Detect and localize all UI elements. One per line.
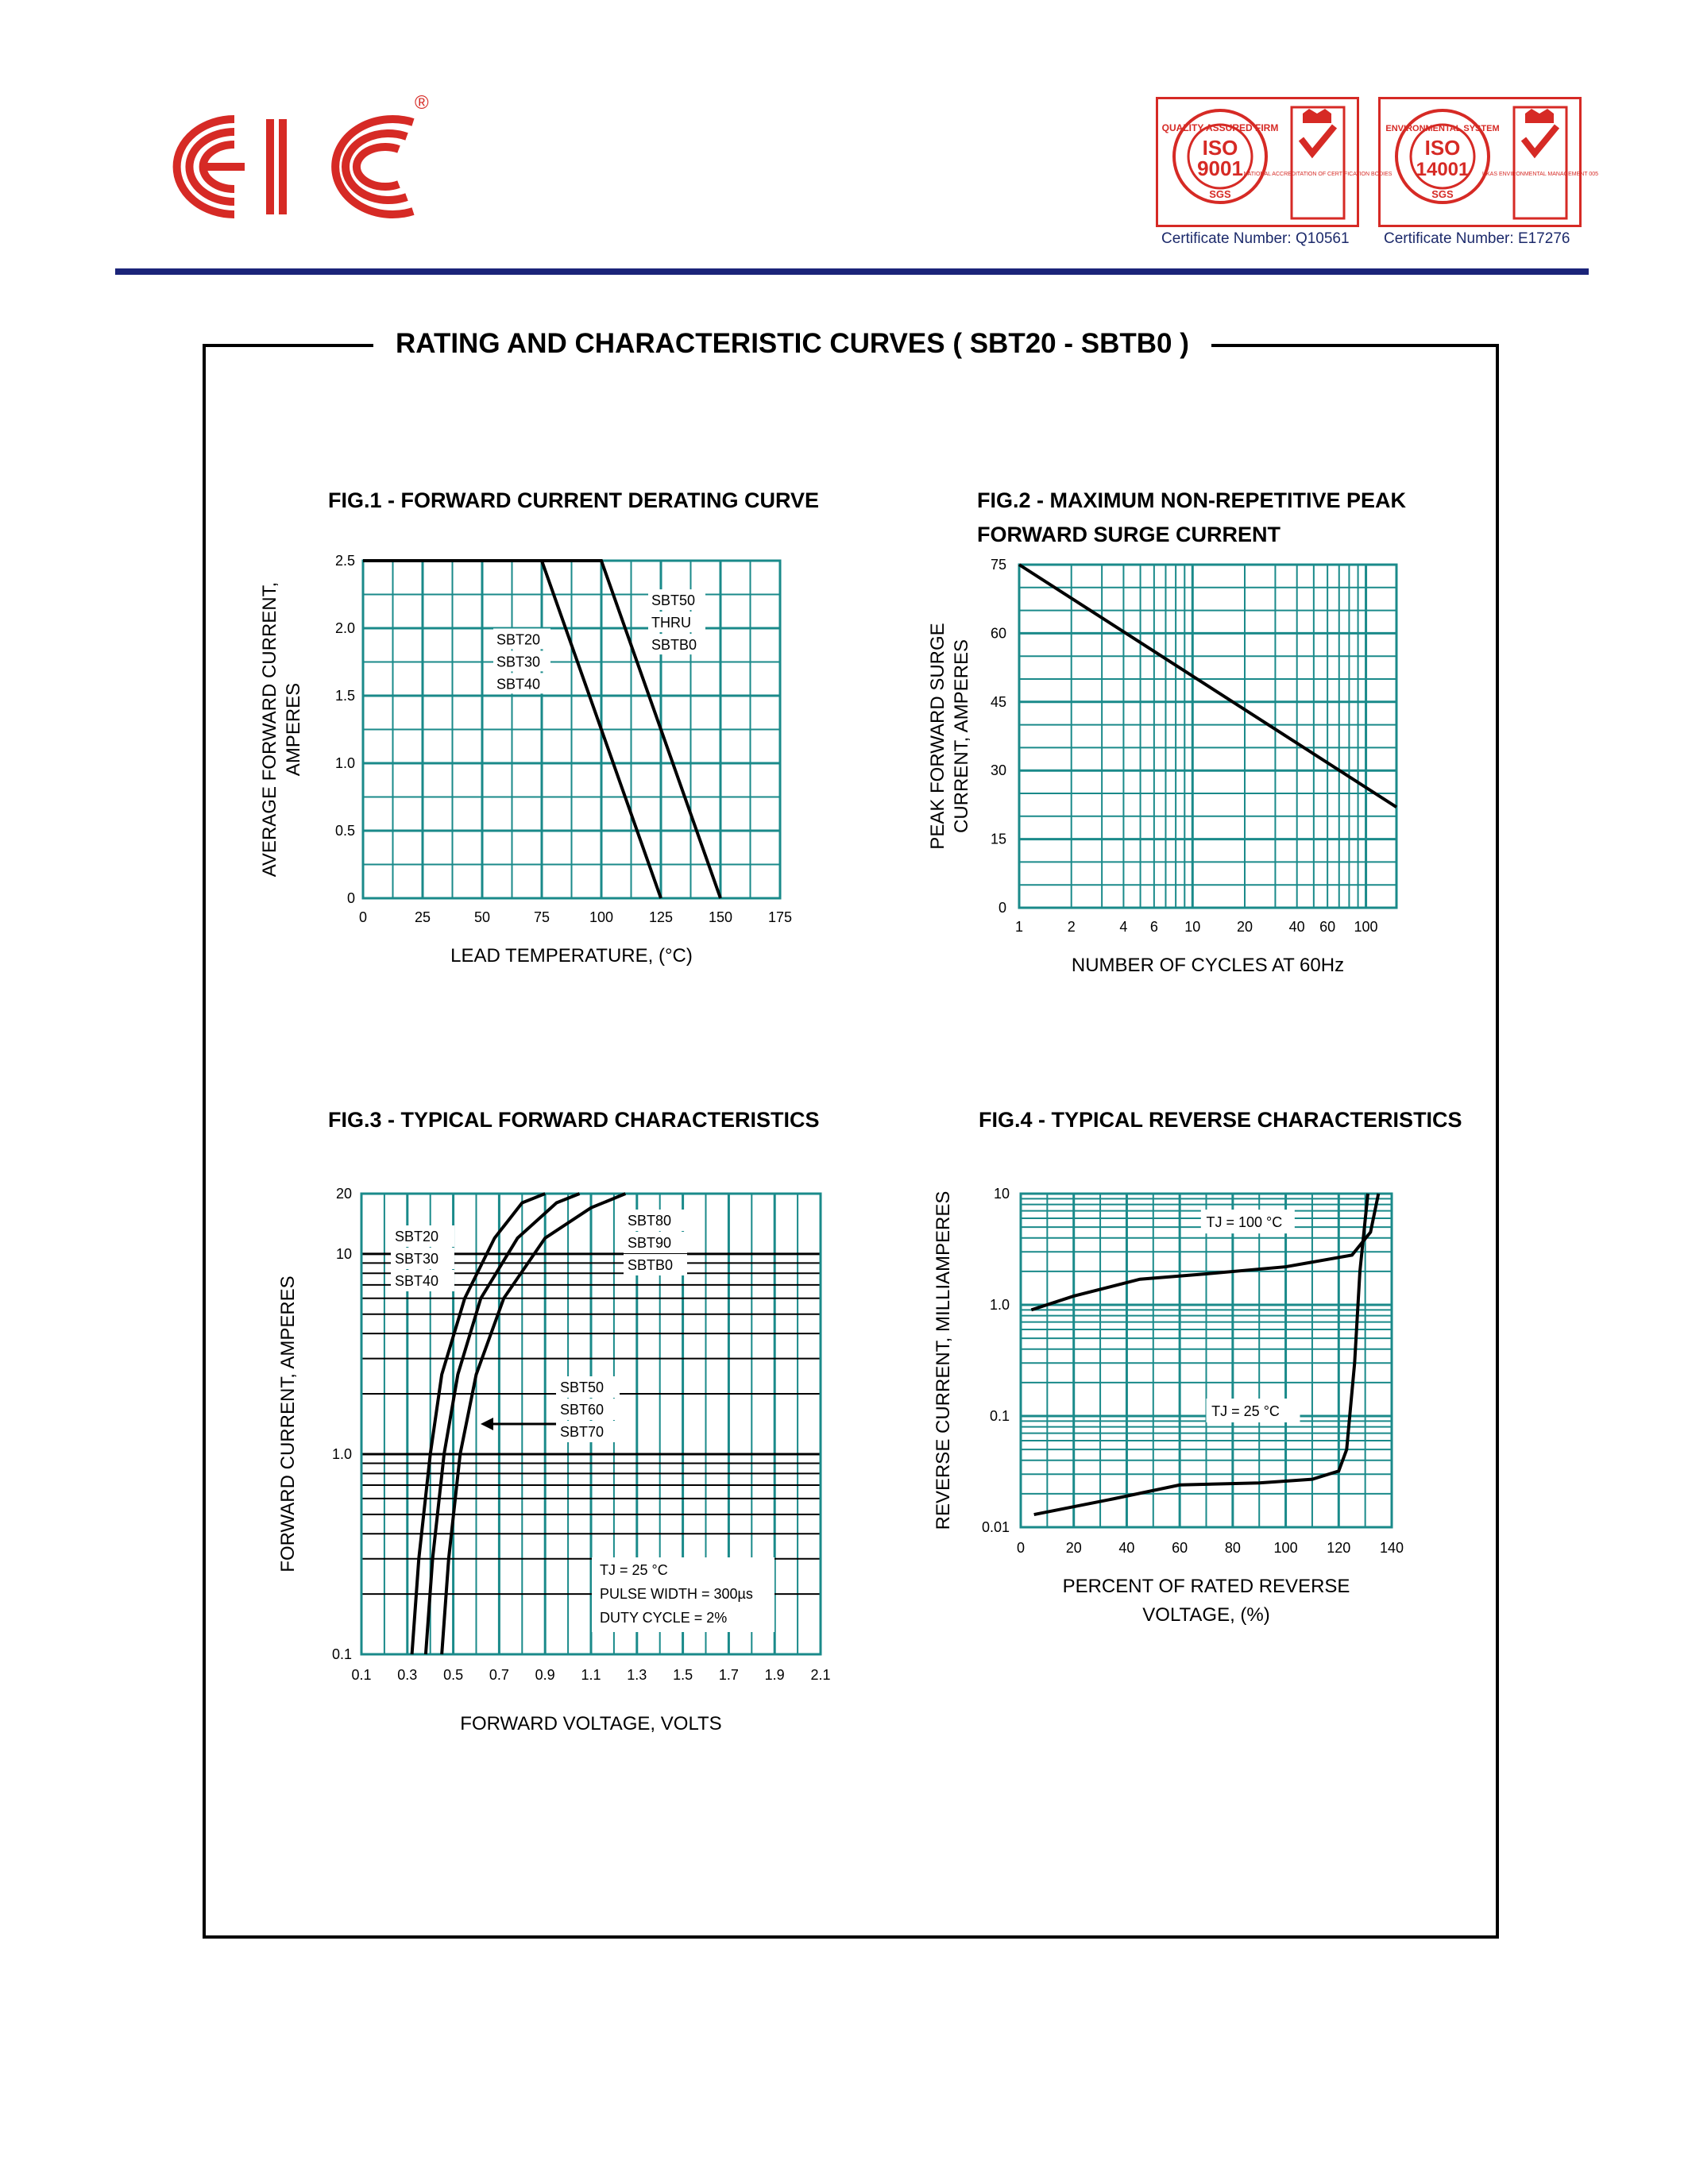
y-tick-label: 0: [998, 900, 1006, 916]
x-axis-label: LEAD TEMPERATURE, (°C): [450, 945, 693, 967]
y-tick-label: 15: [990, 831, 1006, 847]
cert2-ring-text: ENVIRONMENTAL SYSTEM: [1385, 124, 1500, 133]
cert1-agency: SGS: [1209, 188, 1231, 200]
x-tick-label: 100: [1273, 1540, 1298, 1556]
series-label: SBT20: [395, 1229, 439, 1244]
x-tick-label: 0.7: [489, 1667, 509, 1683]
fig1-title: FIG.1 - FORWARD CURRENT DERATING CURVE: [328, 488, 820, 512]
y-tick-label: 45: [990, 693, 1006, 710]
y-tick-label: 2.0: [334, 620, 355, 636]
cert2-caption: Certificate Number: E17276: [1384, 230, 1570, 247]
cert2-standard: ISO: [1424, 136, 1461, 160]
fig1-chart: [238, 540, 826, 985]
series-label: SBT90: [628, 1235, 672, 1251]
x-tick-label: 20: [1065, 1540, 1082, 1556]
y-tick-label: 0.01: [981, 1519, 1010, 1535]
cert1-accreditation: NATIONAL ACCREDITATION OF CERTIFICATION BODIES: [1243, 172, 1393, 177]
fig2-title-line1: FIG.2 - MAXIMUM NON-REPETITIVE PEAK: [977, 488, 1407, 512]
fig4-title: FIG.4 - TYPICAL REVERSE CHARACTERISTICS: [979, 1108, 1462, 1132]
x-axis-label-line2: VOLTAGE, (%): [1142, 1604, 1270, 1626]
x-tick-label: 80: [1224, 1540, 1241, 1556]
fig4-chart: [906, 1144, 1493, 1652]
series-label: SBT60: [560, 1402, 605, 1418]
series-label: SBT40: [395, 1273, 439, 1289]
x-tick-label: 6: [1149, 919, 1158, 935]
x-tick-label: 140: [1379, 1540, 1404, 1556]
x-tick-label: 60: [1319, 919, 1336, 935]
series-label-25c: TJ = 25 °C: [1211, 1403, 1280, 1419]
cert1-standard: ISO: [1202, 136, 1238, 160]
fig2-title-line2: FORWARD SURGE CURRENT: [977, 523, 1281, 546]
cert1-caption: Certificate Number: Q10561: [1161, 230, 1350, 247]
x-tick-label: 2.1: [810, 1667, 831, 1683]
registered-mark: ®: [415, 92, 429, 114]
x-tick-label: 0.1: [351, 1667, 372, 1683]
y-tick-label: 0.5: [334, 823, 355, 839]
x-tick-label: 0.9: [535, 1667, 555, 1683]
series-label: SBT80: [628, 1213, 672, 1229]
y-axis-label-line1: PEAK FORWARD SURGE: [927, 623, 948, 850]
x-tick-label: 0: [1016, 1540, 1026, 1556]
x-tick-label: 125: [648, 909, 674, 925]
header-rule: [115, 268, 1589, 275]
x-tick-label: 175: [767, 909, 793, 925]
y-axis-label: REVERSE CURRENT, MILLIAMPERES: [933, 1190, 954, 1530]
reverse-curve-2: [1034, 1194, 1368, 1515]
x-tick-label: 120: [1327, 1540, 1351, 1556]
x-tick-label: 1.7: [718, 1667, 739, 1683]
y-tick-label: 1.0: [989, 1297, 1010, 1313]
series-label-100c: TJ = 100 °C: [1206, 1214, 1283, 1231]
y-axis-label-line2: CURRENT, AMPERES: [951, 639, 972, 834]
y-tick-label: 30: [990, 762, 1006, 779]
x-tick-label: 75: [533, 909, 550, 925]
series-label: SBT50: [651, 592, 696, 609]
x-tick-label: 0: [358, 909, 368, 925]
x-tick-label: 4: [1119, 919, 1128, 935]
iso9001-badge: [1156, 97, 1393, 227]
y-tick-label: 20: [335, 1186, 352, 1202]
y-tick-label: 1.5: [334, 688, 355, 704]
cert1-ring-text: QUALITY ASSURED FIRM: [1161, 122, 1279, 133]
y-tick-label: 0: [346, 890, 355, 906]
cert2-agency: SGS: [1431, 188, 1454, 200]
x-tick-label: 20: [1236, 919, 1253, 935]
x-tick-label: 50: [473, 909, 491, 925]
y-tick-label: 10: [335, 1245, 352, 1262]
x-tick-label: 40: [1118, 1540, 1135, 1556]
series-label: SBT40: [496, 676, 541, 693]
x-tick-label: 0.5: [443, 1667, 464, 1683]
x-tick-label: 100: [589, 909, 614, 925]
y-axis-label-line2: AMPERES: [283, 682, 304, 777]
y-tick-label: 0.1: [989, 1408, 1010, 1424]
x-tick-label: 1.9: [764, 1667, 785, 1683]
y-tick-label: 60: [990, 625, 1006, 642]
x-axis-label: NUMBER OF CYCLES AT 60Hz: [1071, 955, 1345, 976]
y-tick-label: 2.5: [334, 553, 355, 569]
x-tick-label: 2: [1067, 919, 1076, 935]
series-label: SBT20: [496, 631, 541, 648]
cert1-number: 9001: [1197, 156, 1243, 180]
x-tick-label: 60: [1172, 1540, 1188, 1556]
x-tick-label: 0.3: [397, 1667, 418, 1683]
iso14001-badge: [1378, 97, 1599, 227]
x-tick-label: 1: [1014, 919, 1024, 935]
test-conditions-note: TJ = 25 °C: [600, 1562, 668, 1578]
x-tick-label: 10: [1184, 919, 1201, 935]
y-tick-label: 0.1: [331, 1646, 352, 1662]
x-axis-label-line1: PERCENT OF RATED REVERSE: [1062, 1576, 1350, 1597]
y-tick-label: 1.0: [331, 1445, 352, 1462]
y-tick-label: 1.0: [334, 755, 355, 771]
x-tick-label: 1.5: [673, 1667, 693, 1683]
page-title: RATING AND CHARACTERISTIC CURVES ( SBT20 - SBTB0 ): [373, 324, 1211, 364]
x-tick-label: 1.1: [581, 1667, 601, 1683]
series-label: SBT30: [496, 654, 541, 670]
x-tick-label: 40: [1288, 919, 1305, 935]
x-axis-label: FORWARD VOLTAGE, VOLTS: [460, 1713, 722, 1734]
fig2-chart: [906, 548, 1446, 985]
x-tick-label: 100: [1354, 919, 1378, 935]
y-tick-label: 10: [993, 1186, 1010, 1202]
fig3-title: FIG.3 - TYPICAL FORWARD CHARACTERISTICS: [328, 1108, 820, 1132]
y-axis-label-line1: AVERAGE FORWARD CURRENT,: [259, 581, 280, 878]
cert2-number: 14001: [1416, 159, 1470, 180]
series-label: SBTB0: [628, 1257, 674, 1273]
series-label: SBT70: [560, 1424, 605, 1440]
fig3-chart: [254, 1144, 842, 1734]
x-tick-label: 1.3: [627, 1667, 647, 1683]
y-tick-label: 75: [990, 557, 1006, 573]
series-label: SBT50: [560, 1379, 605, 1395]
cert2-accreditation: UKAS ENVIRONMENTAL MANAGEMENT 005: [1481, 172, 1599, 177]
x-tick-label: 150: [708, 909, 733, 925]
series-label: SBT30: [395, 1251, 439, 1267]
eic-logo: [151, 92, 437, 234]
y-axis-label: FORWARD CURRENT, AMPERES: [277, 1275, 299, 1572]
pointer-arrowhead: [481, 1418, 493, 1430]
test-conditions-note: DUTY CYCLE = 2%: [600, 1610, 728, 1626]
test-conditions-note: PULSE WIDTH = 300µs: [600, 1586, 753, 1602]
series-label: THRU: [651, 615, 691, 631]
x-tick-label: 25: [414, 909, 431, 925]
series-label: SBTB0: [651, 637, 697, 654]
